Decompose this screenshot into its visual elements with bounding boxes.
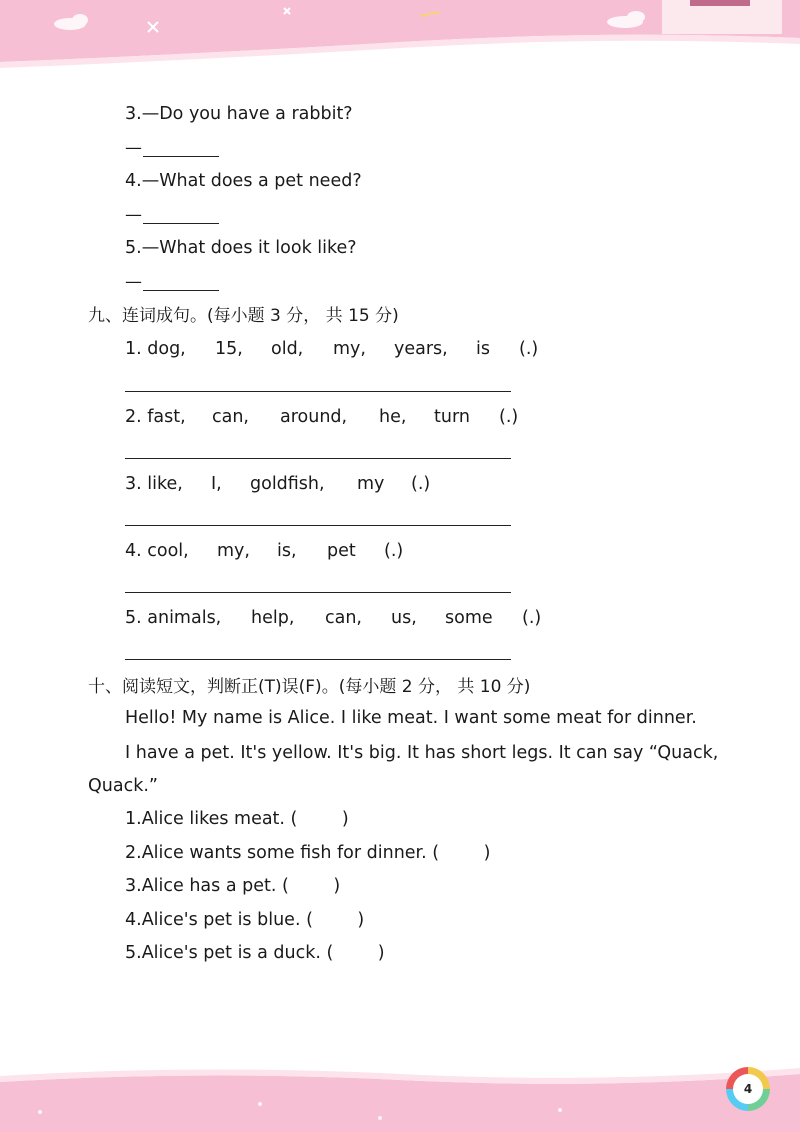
question-4: 4.—What does a pet need?	[125, 171, 362, 191]
word: turn	[434, 407, 470, 427]
section-10-heading: 十、阅读短文，判断正(T)误(F)。(每小题 2 分， 共 10 分)	[88, 677, 531, 697]
word-set-2	[125, 406, 555, 428]
word: can,	[212, 407, 249, 427]
answer-dash: —	[125, 138, 142, 158]
answer-line[interactable]	[125, 391, 511, 392]
word: 2. fast,	[125, 407, 186, 427]
word: 3. like,	[125, 474, 183, 494]
word: pet	[327, 541, 356, 561]
word: us,	[391, 608, 417, 628]
word: 4. cool,	[125, 541, 189, 561]
word: help,	[251, 608, 295, 628]
answer-line[interactable]	[125, 525, 511, 526]
word: (.)	[519, 339, 539, 359]
word: my,	[217, 541, 250, 561]
word: (.)	[384, 541, 404, 561]
word: 1. dog,	[125, 339, 186, 359]
passage-line: Hello! My name is Alice. I like meat. I want some meat for dinner.	[125, 708, 697, 728]
word: (.)	[499, 407, 519, 427]
bottom-decorative-band	[0, 1062, 800, 1132]
page-number-badge	[726, 1067, 770, 1111]
answer-line[interactable]	[125, 659, 511, 660]
word: old,	[271, 339, 304, 359]
word: my	[357, 474, 385, 494]
word: my,	[333, 339, 366, 359]
word: some	[445, 608, 493, 628]
statement-4[interactable]: 4.Alice's pet is blue. ( )	[125, 910, 365, 930]
statement-3[interactable]: 3.Alice has a pet. ( )	[125, 876, 341, 896]
question-3: 3.—Do you have a rabbit?	[125, 104, 353, 124]
answer-dash: —	[125, 272, 142, 292]
answer-dash: —	[125, 205, 142, 225]
word: is,	[277, 541, 297, 561]
word: (.)	[411, 474, 431, 494]
statement-5[interactable]: 5.Alice's pet is a duck. ( )	[125, 943, 385, 963]
word: 15,	[215, 339, 243, 359]
word: can,	[325, 608, 362, 628]
statement-1[interactable]: 1.Alice likes meat. ( )	[125, 809, 349, 829]
answer-line[interactable]	[143, 223, 219, 224]
page-number: 4	[733, 1074, 763, 1104]
word: goldfish,	[250, 474, 325, 494]
word-set-3	[125, 473, 555, 495]
word: 5. animals,	[125, 608, 222, 628]
word-set-1	[125, 338, 555, 360]
word-set-4	[125, 540, 555, 562]
section-9-heading: 九、连词成句。(每小题 3 分， 共 15 分)	[88, 306, 399, 326]
answer-line[interactable]	[125, 458, 511, 459]
question-5: 5.—What does it look like?	[125, 238, 357, 258]
word: is	[476, 339, 490, 359]
word: I,	[211, 474, 222, 494]
answer-line[interactable]	[143, 290, 219, 291]
word: years,	[394, 339, 448, 359]
word-set-5	[125, 607, 555, 629]
answer-line[interactable]	[143, 156, 219, 157]
word: he,	[379, 407, 407, 427]
passage-line: Quack.”	[88, 776, 158, 796]
word: around,	[280, 407, 348, 427]
statement-2[interactable]: 2.Alice wants some fish for dinner. ( )	[125, 843, 491, 863]
passage-line: I have a pet. It's yellow. It's big. It has short legs. It can say “Quack,	[125, 743, 719, 763]
top-decorative-band	[0, 0, 800, 80]
word: (.)	[522, 608, 542, 628]
answer-line[interactable]	[125, 592, 511, 593]
